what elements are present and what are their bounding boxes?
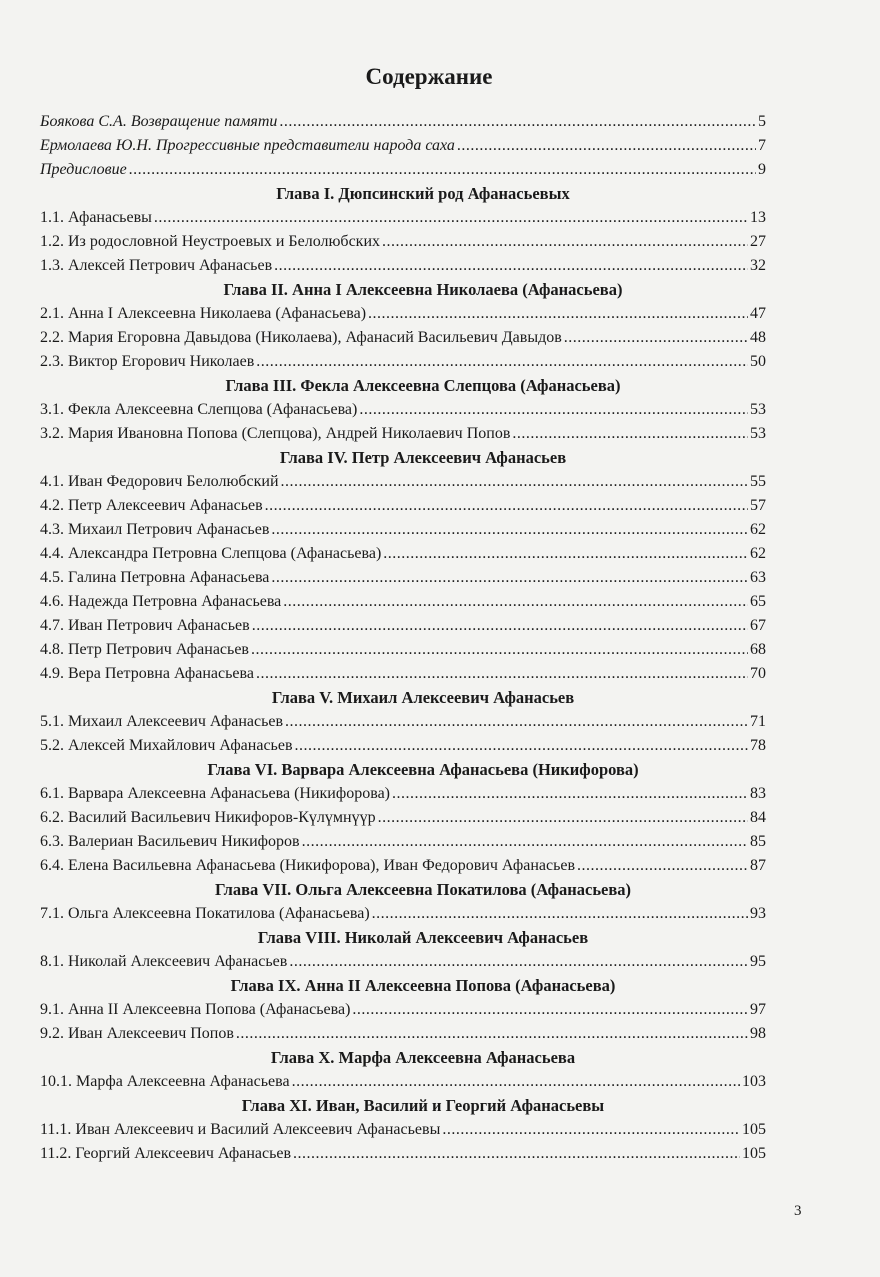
- toc-entry: [40, 806, 766, 830]
- dot-leader: [368, 302, 748, 326]
- toc-entry-page: 84: [750, 809, 766, 826]
- dot-leader: [265, 494, 748, 518]
- dot-leader: [251, 638, 748, 662]
- toc-entry: [40, 326, 766, 350]
- toc-entry-page: 98: [750, 1025, 766, 1042]
- toc-entry: [40, 302, 766, 326]
- toc-entry: [40, 1022, 766, 1046]
- toc-entry-page: 105: [742, 1145, 766, 1162]
- toc-entry-page: 5: [758, 113, 766, 130]
- toc-entry: [40, 206, 766, 230]
- table-of-contents: [40, 60, 766, 1166]
- toc-list: [40, 110, 766, 1166]
- toc-entry-title: 5.2. Алексей Михайлович Афанасьев: [40, 737, 293, 754]
- toc-entry-title: 4.8. Петр Петрович Афанасьев: [40, 641, 249, 658]
- dot-leader: [292, 1070, 740, 1094]
- toc-entry-page: 62: [750, 521, 766, 538]
- dot-leader: [129, 158, 756, 182]
- toc-entry-title: 2.3. Виктор Егорович Николаев: [40, 353, 255, 370]
- toc-entry: [40, 518, 766, 542]
- toc-entry-title: 7.1. Ольга Алексеевна Покатилова (Афанасьева): [40, 905, 370, 922]
- dot-leader: [359, 398, 748, 422]
- dot-leader: [352, 998, 748, 1022]
- toc-entry: [40, 422, 766, 446]
- toc-entry-page: 53: [750, 425, 766, 442]
- dot-leader: [577, 854, 748, 878]
- dot-leader: [285, 710, 748, 734]
- chapter-heading: Глава IX. Анна II Алексеевна Попова (Афанасьева): [230, 976, 616, 995]
- toc-entry-page: 57: [750, 497, 766, 514]
- toc-entry-page: 13: [750, 209, 766, 226]
- dot-leader: [281, 470, 748, 494]
- toc-entry-title: 1.2. Из родословной Неустроевых и Белолюбских: [40, 233, 381, 250]
- dot-leader: [154, 206, 748, 230]
- toc-entry-title: 4.5. Галина Петровна Афанасьева: [40, 569, 270, 586]
- toc-entry-page: 97: [750, 1001, 766, 1018]
- dot-leader: [289, 950, 748, 974]
- toc-entry-page: 105: [742, 1121, 766, 1138]
- toc-entry-page: 9: [758, 161, 766, 178]
- dot-leader: [256, 662, 748, 686]
- toc-entry: [40, 638, 766, 662]
- toc-entry-title: 9.1. Анна II Алексеевна Попова (Афанасьева): [40, 1001, 351, 1018]
- toc-entry-page: 95: [750, 953, 766, 970]
- toc-entry: [40, 110, 766, 134]
- toc-entry-title: 4.7. Иван Петрович Афанасьев: [40, 617, 250, 634]
- dot-leader: [295, 734, 749, 758]
- page-number: 3: [794, 1203, 802, 1219]
- toc-entry-title: 8.1. Николай Алексеевич Афанасьев: [40, 953, 288, 970]
- chapter-heading: Глава III. Фекла Алексеевна Слепцова (Афанасьева): [225, 376, 621, 395]
- dot-leader: [392, 782, 748, 806]
- toc-entry-title: 2.2. Мария Егоровна Давыдова (Николаева), Афанасий Васильевич Давыдов: [40, 329, 562, 346]
- chapter-heading: Глава II. Анна I Алексеевна Николаева (Афанасьева): [223, 280, 623, 299]
- toc-entry-title: 6.1. Варвара Алексеевна Афанасьева (Никифорова): [40, 785, 390, 802]
- dot-leader: [302, 830, 748, 854]
- toc-entry: [40, 614, 766, 638]
- toc-entry-title: 1.1. Афанасьевы: [40, 209, 152, 226]
- toc-entry: [40, 398, 766, 422]
- toc-entry: [40, 830, 766, 854]
- toc-entry-page: 62: [750, 545, 766, 562]
- chapter-heading: Глава VI. Варвара Алексеевна Афанасьева (Никифорова): [207, 760, 639, 779]
- toc-entry-page: 93: [750, 905, 766, 922]
- toc-entry: [40, 1118, 766, 1142]
- toc-entry-page: 70: [750, 665, 766, 682]
- toc-entry: [40, 470, 766, 494]
- toc-entry: [40, 230, 766, 254]
- toc-entry-title: Боякова С.А. Возвращение памяти: [40, 113, 278, 130]
- toc-entry: [40, 734, 766, 758]
- toc-entry: [40, 590, 766, 614]
- toc-entry-title: Ермолаева Ю.Н. Прогрессивные представители народа саха: [40, 137, 455, 154]
- dot-leader: [236, 1022, 748, 1046]
- toc-entry: [40, 950, 766, 974]
- toc-entry-page: 55: [750, 473, 766, 490]
- dot-leader: [271, 566, 748, 590]
- toc-entry: [40, 1142, 766, 1166]
- toc-entry: [40, 1070, 766, 1094]
- dot-leader: [274, 254, 748, 278]
- toc-entry-title: 3.1. Фекла Алексеевна Слепцова (Афанасьева): [40, 401, 358, 418]
- toc-entry-title: 10.1. Марфа Алексеевна Афанасьева: [40, 1073, 290, 1090]
- toc-entry-page: 85: [750, 833, 766, 850]
- dot-leader: [252, 614, 748, 638]
- toc-entry-page: 27: [750, 233, 766, 250]
- dot-leader: [383, 542, 748, 566]
- toc-entry-title: 2.1. Анна I Алексеевна Николаева (Афанасьева): [40, 305, 367, 322]
- dot-leader: [372, 902, 748, 926]
- toc-entry: [40, 134, 766, 158]
- toc-entry-title: 6.2. Василий Васильевич Никифоров-Күлүмнүүр: [40, 809, 376, 826]
- chapter-heading: Глава VII. Ольга Алексеевна Покатилова (Афанасьева): [214, 880, 632, 899]
- chapter-heading: Глава XI. Иван, Василий и Георгий Афанасьевы: [241, 1096, 605, 1115]
- toc-entry-title: 6.3. Валериан Васильевич Никифоров: [40, 833, 300, 850]
- toc-entry-page: 68: [750, 641, 766, 658]
- toc-entry-page: 50: [750, 353, 766, 370]
- toc-entry-title: 4.9. Вера Петровна Афанасьева: [40, 665, 254, 682]
- chapter-heading: Глава IV. Петр Алексеевич Афанасьев: [279, 448, 567, 467]
- dot-leader: [279, 110, 756, 134]
- toc-entry-page: 71: [750, 713, 766, 730]
- chapter-heading: Глава V. Михаил Алексеевич Афанасьев: [271, 688, 575, 707]
- toc-entry-page: 87: [750, 857, 766, 874]
- toc-entry-page: 103: [742, 1073, 766, 1090]
- toc-entry-title: 9.2. Иван Алексеевич Попов: [40, 1025, 234, 1042]
- toc-entry: [40, 782, 766, 806]
- toc-entry-title: 4.6. Надежда Петровна Афанасьева: [40, 593, 282, 610]
- toc-entry-title: 4.3. Михаил Петрович Афанасьев: [40, 521, 270, 538]
- dot-leader: [256, 350, 748, 374]
- toc-entry-title: 1.3. Алексей Петрович Афанасьев: [40, 257, 273, 274]
- dot-leader: [457, 134, 756, 158]
- toc-entry-title: 11.1. Иван Алексеевич и Василий Алексеевич Афанасьевы: [40, 1121, 441, 1138]
- dot-leader: [378, 806, 748, 830]
- chapter-heading: Глава X. Марфа Алексеевна Афанасьева: [270, 1048, 576, 1067]
- dot-leader: [271, 518, 748, 542]
- toc-entry: [40, 494, 766, 518]
- page-title: Содержание: [365, 64, 493, 89]
- toc-entry-title: 11.2. Георгий Алексеевич Афанасьев: [40, 1145, 292, 1162]
- toc-entry-title: 4.1. Иван Федорович Белолюбский: [40, 473, 279, 490]
- toc-entry-title: 4.2. Петр Алексеевич Афанасьев: [40, 497, 263, 514]
- toc-entry-page: 47: [750, 305, 766, 322]
- toc-entry-title: 4.4. Александра Петровна Слепцова (Афанасьева): [40, 545, 382, 562]
- toc-entry: [40, 662, 766, 686]
- toc-entry-page: 7: [758, 137, 766, 154]
- toc-entry-page: 63: [750, 569, 766, 586]
- dot-leader: [564, 326, 748, 350]
- toc-entry: [40, 542, 766, 566]
- toc-entry-page: 83: [750, 785, 766, 802]
- toc-entry-page: 67: [750, 617, 766, 634]
- dot-leader: [283, 590, 748, 614]
- toc-entry-page: 32: [750, 257, 766, 274]
- dot-leader: [512, 422, 748, 446]
- toc-entry: [40, 254, 766, 278]
- dot-leader: [293, 1142, 740, 1166]
- toc-entry: [40, 854, 766, 878]
- toc-entry: [40, 566, 766, 590]
- toc-entry: [40, 710, 766, 734]
- toc-entry: [40, 998, 766, 1022]
- dot-leader: [382, 230, 748, 254]
- toc-entry-page: 65: [750, 593, 766, 610]
- toc-entry-title: 3.2. Мария Ивановна Попова (Слепцова), Андрей Николаевич Попов: [40, 425, 511, 442]
- toc-entry-page: 48: [750, 329, 766, 346]
- toc-entry: [40, 158, 766, 182]
- toc-entry: [40, 902, 766, 926]
- toc-entry-page: 53: [750, 401, 766, 418]
- toc-entry-title: 6.4. Елена Васильевна Афанасьева (Никифорова), Иван Федорович Афанасьев: [40, 857, 576, 874]
- toc-entry-title: Предисловие: [40, 161, 127, 178]
- chapter-heading: Глава I. Дюпсинский род Афанасьевых: [276, 184, 570, 203]
- dot-leader: [442, 1118, 740, 1142]
- chapter-heading: Глава VIII. Николай Алексеевич Афанасьев: [257, 928, 589, 947]
- toc-entry: [40, 350, 766, 374]
- toc-entry-page: 78: [750, 737, 766, 754]
- toc-entry-title: 5.1. Михаил Алексеевич Афанасьев: [40, 713, 284, 730]
